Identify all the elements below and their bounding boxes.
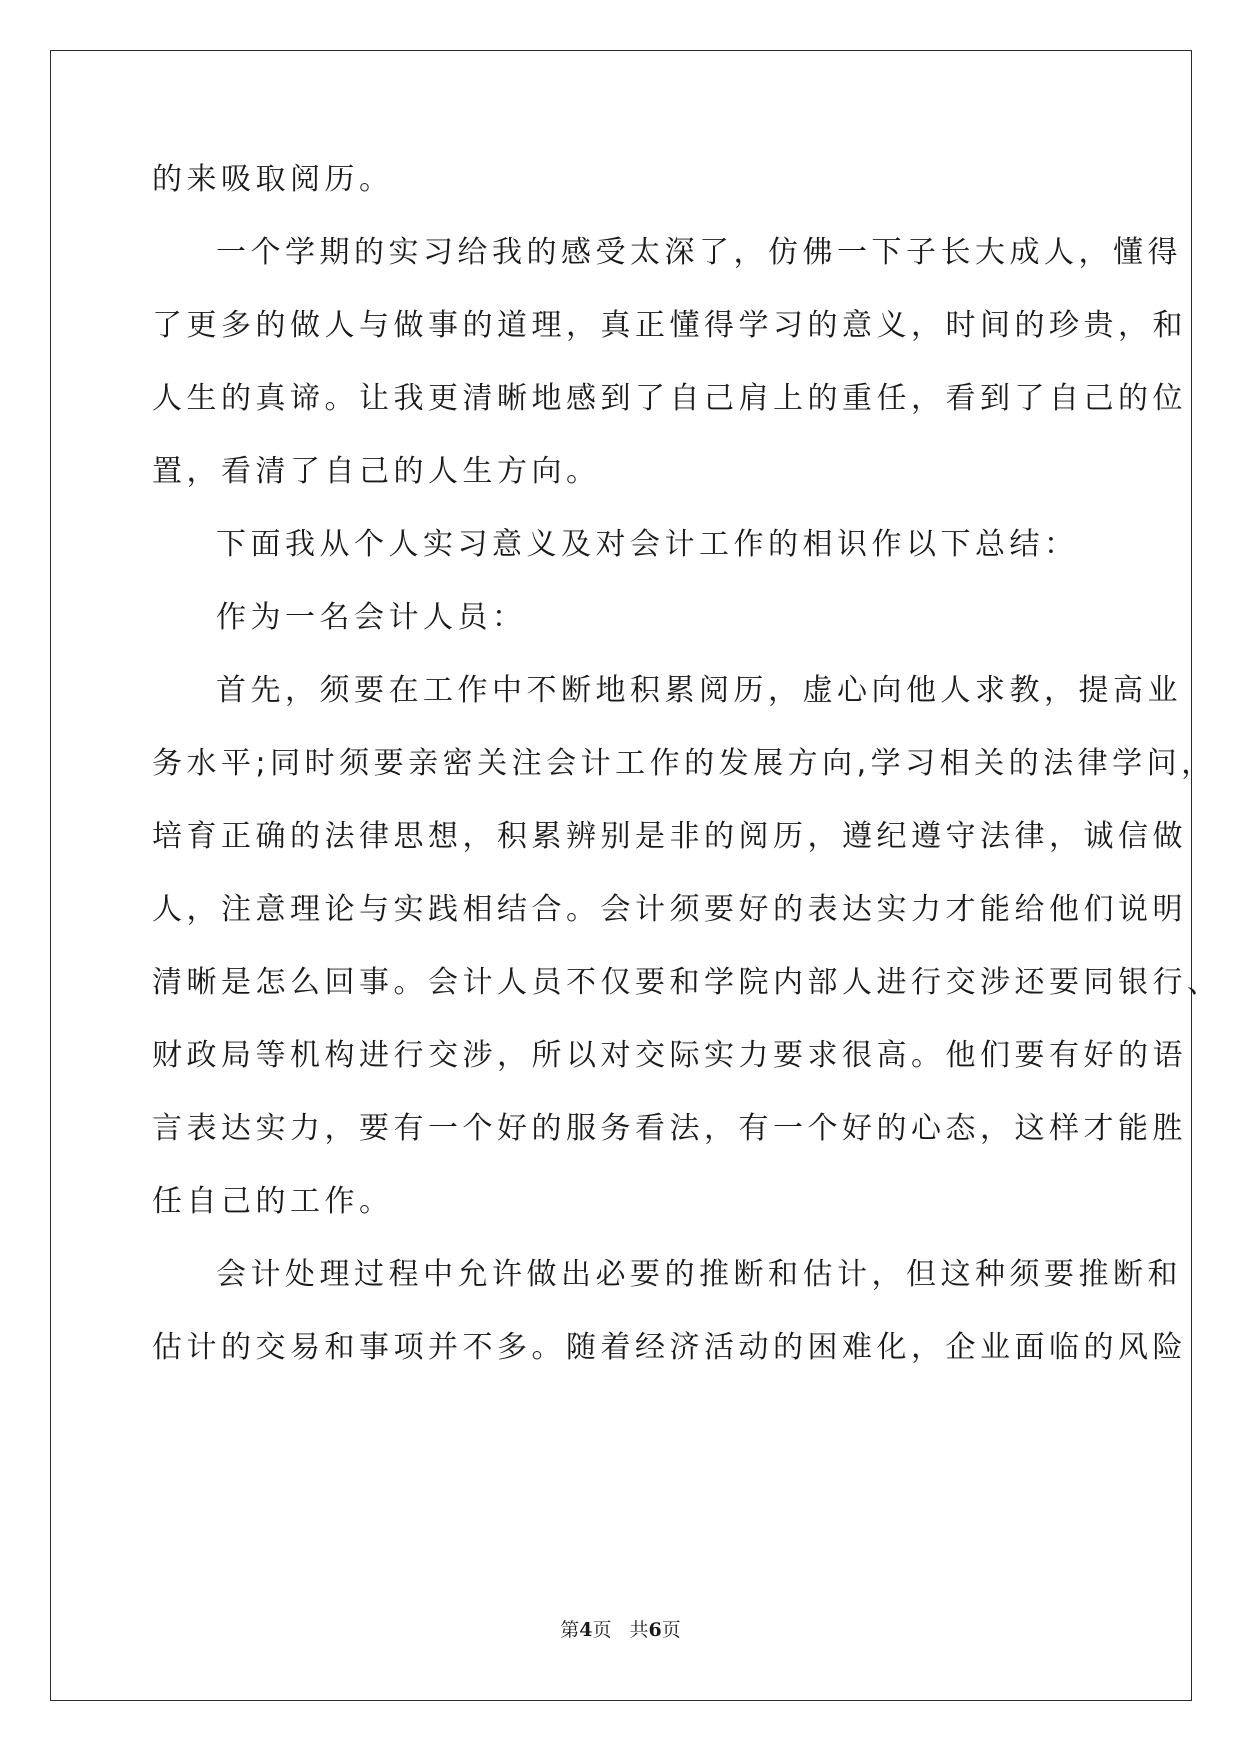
text-line: 人生的真谛。让我更清晰地感到了自己肩上的重任，看到了自己的位 bbox=[152, 381, 1187, 416]
text-line: 财政局等机构进行交涉，所以对交际实力要求很高。他们要有好的语 bbox=[152, 1038, 1187, 1073]
total-pages-number: 6 bbox=[648, 1619, 662, 1641]
page-footer bbox=[0, 1615, 1241, 1642]
text-line: 务水平;同时须要亲密关注会计工作的发展方向,学习相关的法律学问， bbox=[152, 746, 1216, 781]
text-line: 会计处理过程中允许做出必要的推断和估计，但这种须要推断和 bbox=[216, 1257, 1182, 1292]
total-prefix: 共 bbox=[629, 1619, 649, 1641]
text-line: 了更多的做人与做事的道理，真正懂得学习的意义，时间的珍贵，和 bbox=[152, 308, 1187, 343]
text-line: 人，注意理论与实践相结合。会计须要好的表达实力才能给他们说明 bbox=[152, 892, 1187, 927]
page-prefix: 第 bbox=[560, 1619, 580, 1641]
text-line: 清晰是怎么回事。会计人员不仅要和学院内部人进行交涉还要同银行、 bbox=[152, 965, 1222, 1000]
text-line: 置，看清了自己的人生方向。 bbox=[152, 454, 601, 489]
text-line: 一个学期的实习给我的感受太深了，仿佛一下子长大成人，懂得 bbox=[216, 235, 1182, 270]
text-line: 言表达实力，要有一个好的服务看法，有一个好的心态，这样才能胜 bbox=[152, 1111, 1187, 1146]
page-border bbox=[50, 50, 1192, 1701]
page-suffix: 页 bbox=[592, 1619, 612, 1641]
text-line: 培育正确的法律思想，积累辨别是非的阅历，遵纪遵守法律，诚信做 bbox=[152, 819, 1187, 854]
text-line: 首先，须要在工作中不断地积累阅历，虚心向他人求教，提高业 bbox=[216, 673, 1182, 708]
text-line: 下面我从个人实习意义及对会计工作的相识作以下总结： bbox=[216, 527, 1079, 562]
current-page-number: 4 bbox=[579, 1619, 593, 1641]
total-suffix: 页 bbox=[661, 1619, 681, 1641]
text-line: 的来吸取阅历。 bbox=[152, 162, 394, 197]
text-line: 估计的交易和事项并不多。随着经济活动的困难化，企业面临的风险 bbox=[152, 1330, 1187, 1365]
text-line: 任自己的工作。 bbox=[152, 1184, 394, 1219]
text-line: 作为一名会计人员： bbox=[216, 600, 527, 635]
